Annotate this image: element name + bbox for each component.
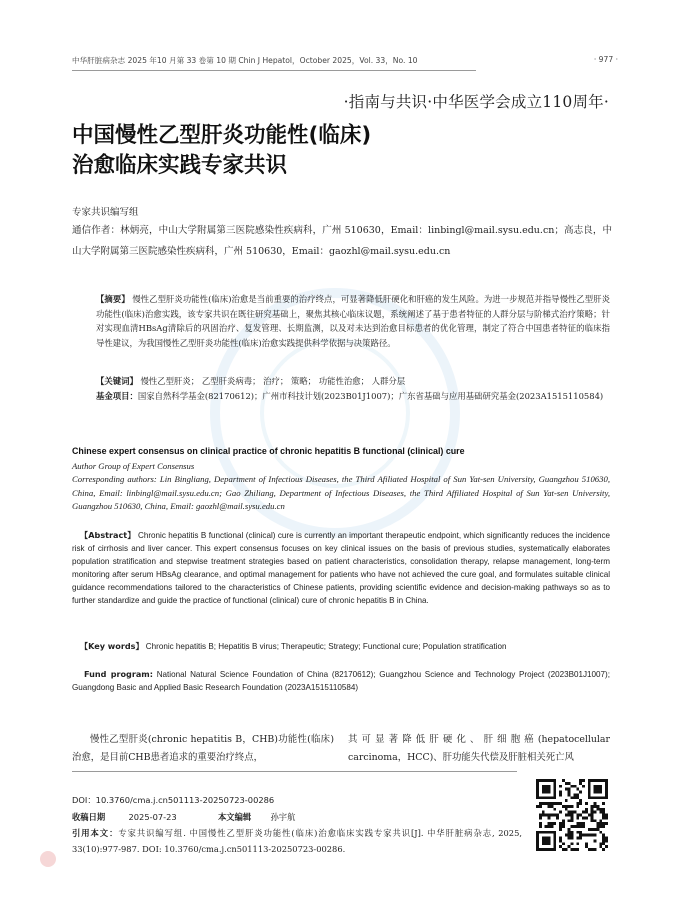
article-title-cn-line2: 治愈临床实践专家共识 (72, 153, 288, 178)
funding-cn (72, 389, 610, 404)
received-and-editor (72, 811, 522, 823)
article-title-cn (72, 121, 612, 181)
body-column-left (72, 731, 334, 766)
article-title-en: Chinese expert consensus on clinical practice of chronic hepatitis B functional (clinical) cure (72, 446, 465, 456)
publisher-logo (40, 851, 290, 871)
header-rule (72, 70, 476, 71)
running-header-text: 中华肝脏病杂志 2025 年10 月第 33 卷第 10 期 Chin J Hepatol，October 2025，Vol. 33，No. 10 (72, 56, 418, 65)
funding-cn-label: 基金项目： (96, 391, 138, 401)
article-title-cn-line1: 中国慢性乙型肝炎功能性(临床) (72, 123, 372, 148)
keywords-cn (96, 374, 610, 389)
abstract-en-text: Chronic hepatitis B functional (clinical) cure is currently an important therapeutic endpoint, which significantly reduces the incidence risk of cirrhosis and liver cancer. This expert consensus focuses on key clinical issues on the basis of previous studies, systematically elaborates population stratification and stepwise treatment strategies based on patient characteristics, consolidation therapy, relapse management, long-term monitoring after serum HBsAg clearance, and optimal management for patients who have not achieved the cure goal, and formulates suitable clinical guidance recommendations tailored to the characteristics of Chinese patients, providing scientific evidence and decision-making pathways so as to further standardize and guide the practice of functional (clinical) cure of chronic hepatitis B in China. (72, 531, 610, 605)
running-header (72, 55, 618, 66)
keywords-en-text: Chronic hepatitis B; Hepatitis B virus; Therapeutic; Strategy; Functional cure; Population stratification (145, 642, 507, 651)
received-date: 2025-07-23 (128, 812, 177, 822)
keywords-en (72, 640, 610, 654)
section-tag: ·指南与共识·中华医学会成立110周年· (343, 93, 609, 111)
publisher-seal-icon (40, 851, 56, 867)
abstract-cn (96, 292, 610, 350)
funding-cn-text: 国家自然科学基金(82170612)；广州市科技计划(2023B01J1007)；广东省基础与应用基础研究基金(2023A1515110584) (137, 391, 604, 401)
correspondence-en: Corresponding authors: Lin Bingliang, Department of Infectious Diseases, the Third Afiliated Hospital of Sun Yat-sen University, Guangzhou 510630, China, Email: linbingl@mail.sysu.edu.cn; Gao Zhiliang, Department of Infectious Diseases, the Third Affiliated Hospital of Sun Yat-sen University, Guangzhou 510630, China, Email: gaozhl@mail.sysu.edu.cn (72, 474, 610, 511)
footer-rule (72, 771, 517, 772)
citation-label: 引用本文： (72, 828, 119, 838)
keywords-en-label: 【Key words】 (80, 641, 144, 651)
keywords-cn-label: 【关键词】 (96, 376, 138, 386)
abstract-cn-label: 【摘要】 (96, 294, 130, 304)
funding-en-text: National Natural Science Foundation of China (82170612); Guangzhou Science and Technology Project (2023B01J1007); Guangdong Basic and Applied Basic Research Foundation (2023A1515110584) (72, 670, 610, 692)
body-column-right: 其可显著降低肝硬化、肝细胞癌(hepatocellular carcinoma，HCC)、肝功能失代偿及肝脏相关死亡风 (348, 734, 610, 763)
qr-code-graphic (536, 779, 608, 851)
page-number: · 977 · (593, 55, 618, 64)
author-group-en: Author Group of Expert Consensus (72, 461, 195, 471)
abstract-en (72, 529, 610, 607)
funding-en (72, 668, 610, 695)
author-info-en (72, 460, 610, 513)
author-group-cn: 专家共识编写组 (72, 207, 139, 218)
correspondence-cn: 通信作者：林炳亮，中山大学附属第三医院感染性疾病科，广州 510630，Email：linbingl@mail.sysu.edu.cn；高志良，中山大学附属第三医院感染性疾病科，广州 510630，Email：gaozhl@mail.sysu.edu.cn (72, 225, 612, 257)
editor-name: 孙宇航 (270, 812, 296, 822)
qr-code-icon[interactable] (536, 779, 608, 851)
editor-label: 本文编辑 (217, 812, 252, 822)
doi[interactable]: DOI：10.3760/cma.j.cn501113-20250723-00286 (72, 795, 275, 805)
funding-en-label: Fund program: (84, 669, 153, 679)
received-label: 收稿日期 (72, 812, 106, 822)
citation-text: 专家共识编写组. 中国慢性乙型肝炎功能性(临床)治愈临床实践专家共识[J]. 中华肝脏病杂志, 2025, 33(10):977-987. DOI: 10.3760/cma.j.cn501113-20250723-00286. (72, 828, 522, 854)
body-left-text: 慢性乙型肝炎(chronic hepatitis B，CHB)功能性(临床)治愈，是目前CHB患者追求的重要治疗终点， (72, 734, 334, 763)
keywords-cn-text: 慢性乙型肝炎； 乙型肝炎病毒； 治疗； 策略； 功能性治愈； 人群分层 (140, 376, 406, 386)
abstract-en-label: 【Abstract】 (80, 530, 136, 540)
abstract-cn-text: 慢性乙型肝炎功能性(临床)治愈是当前重要的治疗终点，可显著降低肝硬化和肝癌的发生风险。为进一步规范并指导慢性乙型肝炎功能性(临床)治愈实践，该专家共识在既往研究基础上，聚焦其核心临床议题，系统阐述了基于患者特征的人群分层与阶梯式治疗策略；针对实现血清HBsAg清除后的巩固治疗、复发管理、长期监测，以及对未达到治愈目标患者的优化管理，制定了符合中国患者特征的临床指导性建议，为我国慢性乙型肝炎功能性(临床)治愈实践提供科学依据与决策路径。 (96, 294, 611, 348)
